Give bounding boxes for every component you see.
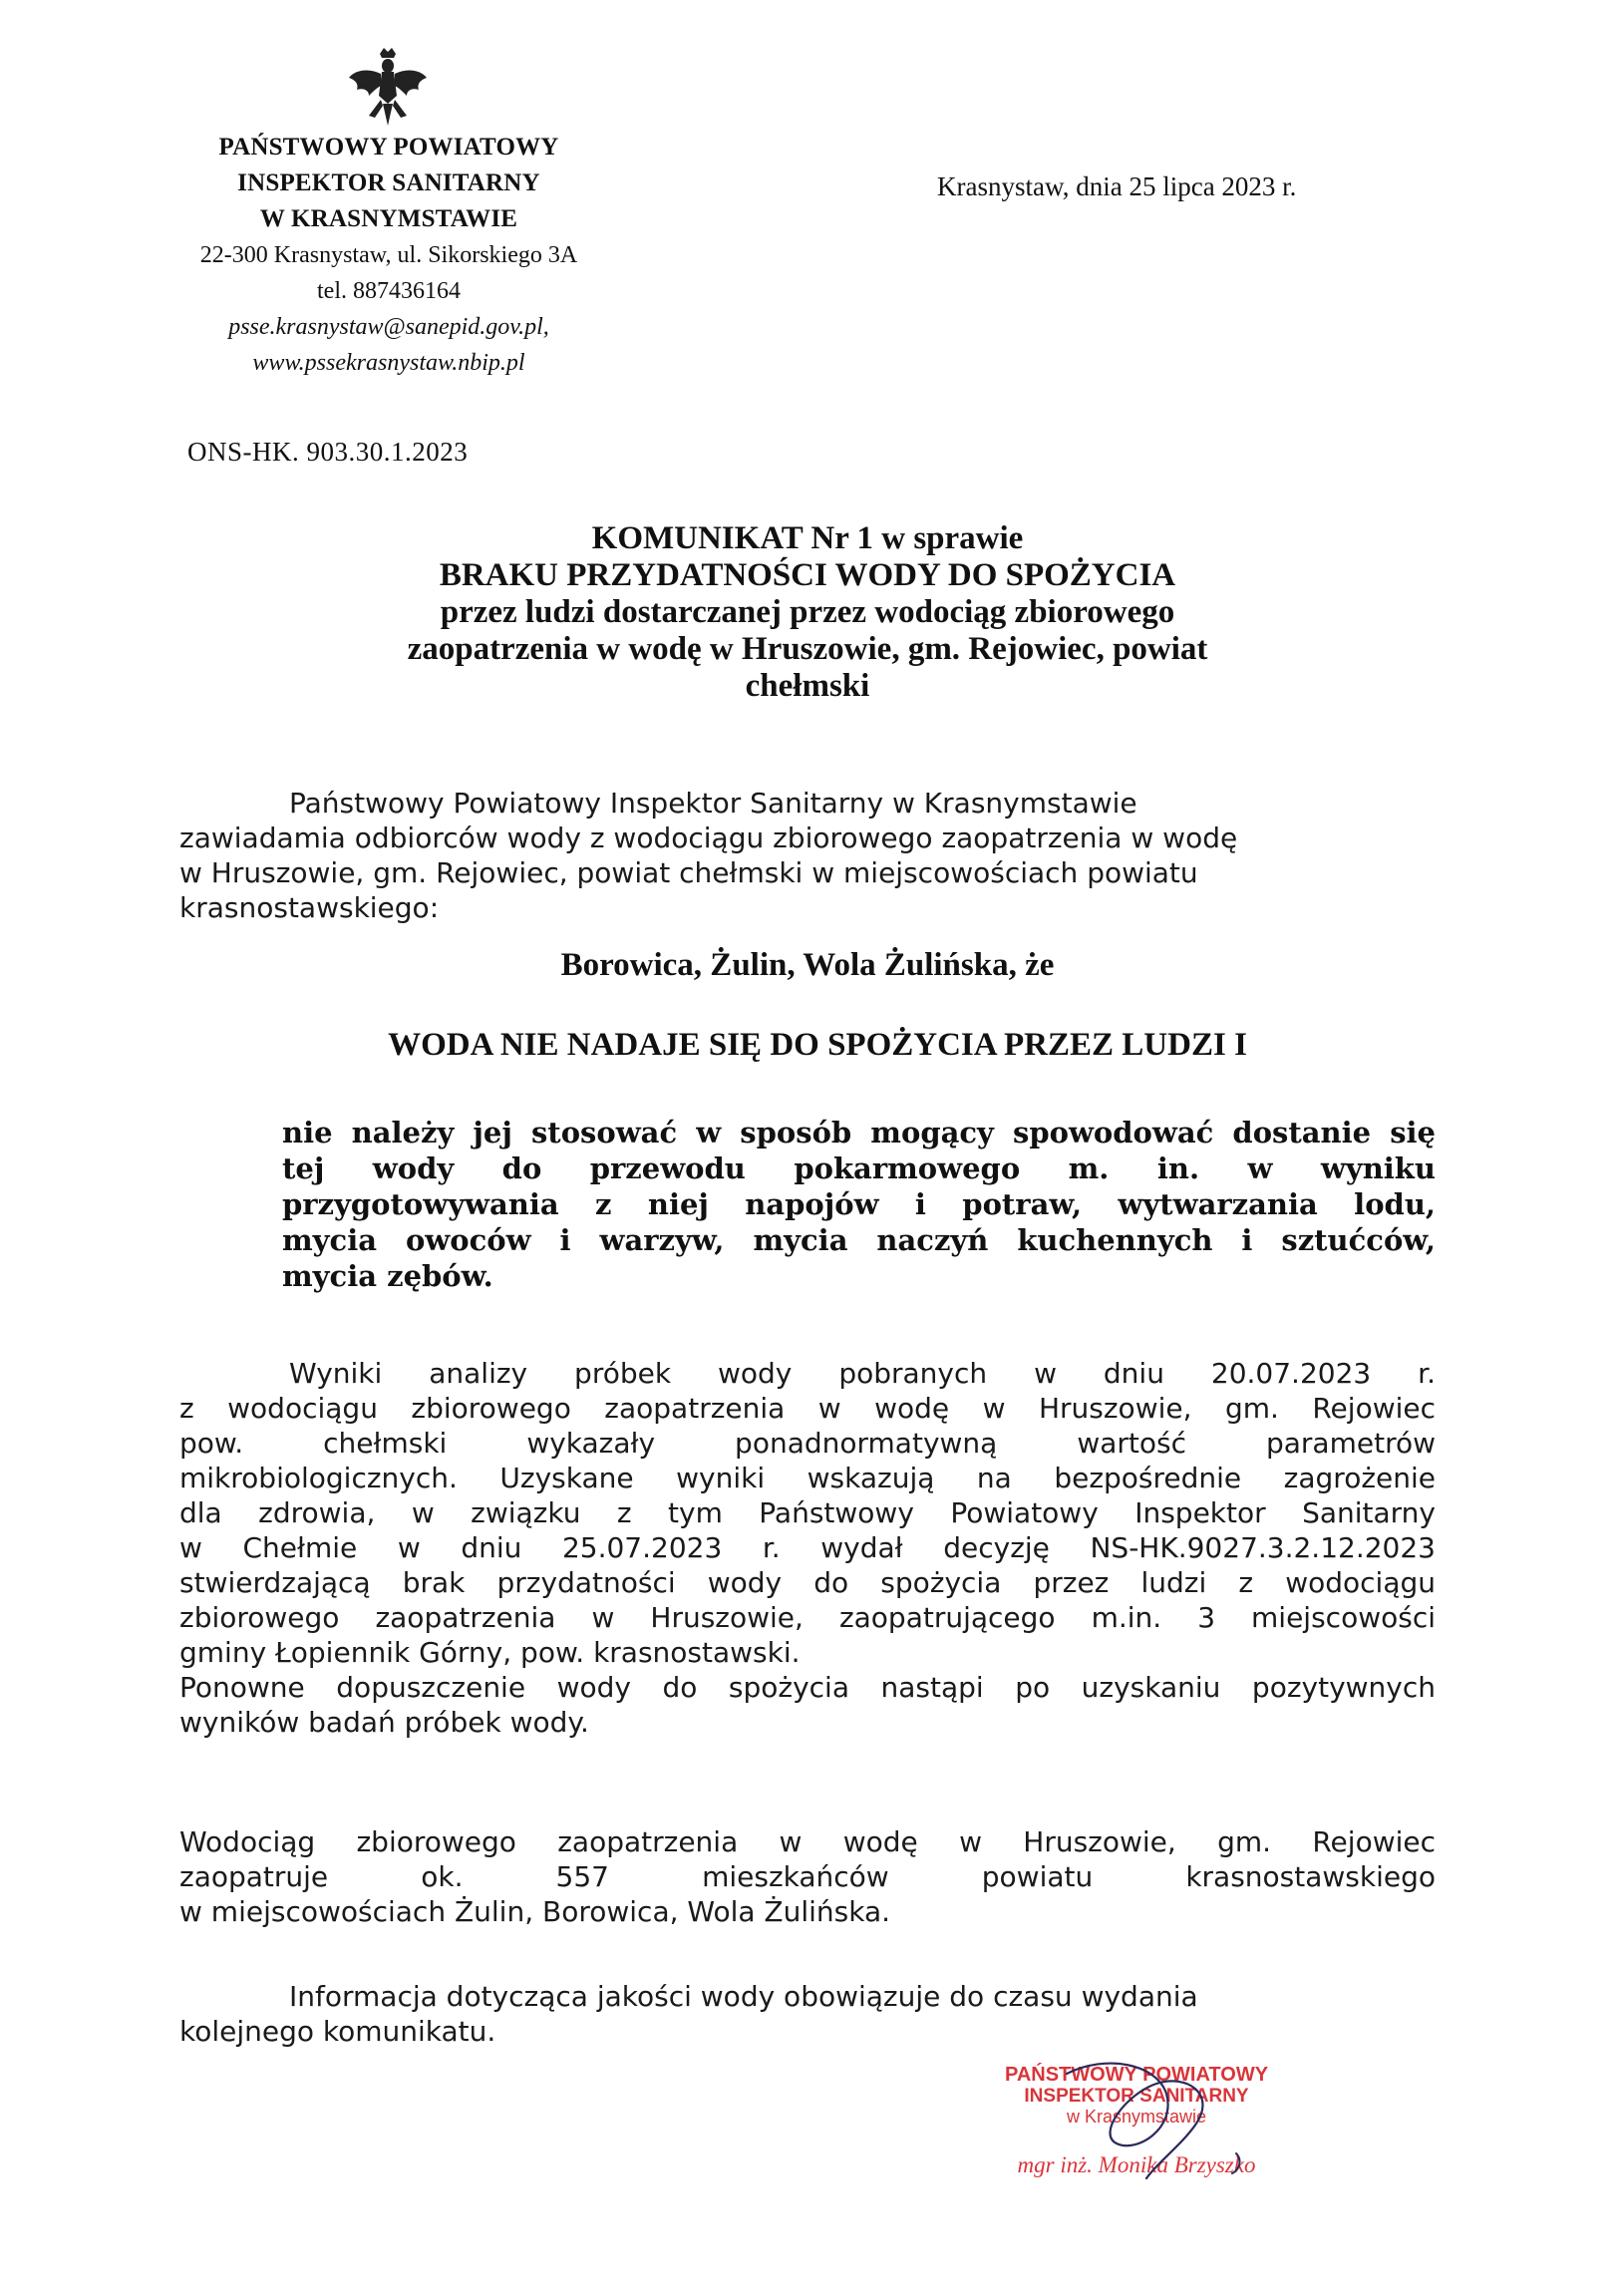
paragraph-line: gminy Łopiennik Górny, pow. krasnostawski. [179, 1636, 801, 1669]
paragraph-line: Państwowy Powiatowy Inspektor Sanitarny w Krasnymstawie [289, 787, 1137, 820]
org-address: 22-300 Krasnystaw, ul. Sikorskiego 3A [199, 242, 578, 268]
title-line: zaopatrzenia w wodę w Hruszowie, gm. Rejowiec, powiat [407, 631, 1208, 667]
paragraph-line: Ponowne dopuszczenie wody do spożycia nastąpi po uzyskaniu pozytywnych [179, 1671, 1436, 1704]
document-date: Krasnystaw, dnia 25 lipca 2023 r. [937, 171, 1297, 201]
paragraph-line: Informacja dotycząca jakości wody obowiązuje do czasu wydania [289, 1980, 1198, 2013]
paragraph-line: zaopatruje ok. 557 mieszkańców powiatu krasnostawskiego [179, 1860, 1436, 1893]
stamp-line: PAŃSTWOWY POWIATOWY [1004, 2064, 1269, 2086]
signatory-name: mgr inż. Monika Brzyszko [1017, 2152, 1256, 2177]
paragraph-line: wyników badań próbek wody. [179, 1706, 589, 1739]
reference-number: ONS-HK. 903.30.1.2023 [187, 437, 469, 467]
affected-towns: Borowica, Żulin, Wola Żulińska, że [560, 947, 1055, 983]
restriction-line: mycia zębów. [282, 1259, 493, 1293]
sender-block [130, 130, 648, 381]
document-title [0, 520, 1615, 705]
paragraph-line: Wyniki analizy próbek wody pobranych w dniu 20.07.2023 r. [289, 1357, 1436, 1390]
water-warning: WODA NIE NADAJE SIĘ DO SPOŻYCIA PRZEZ LUDZI I [388, 1027, 1247, 1063]
restriction-line: nie należy jej stosować w sposób mogący spowodować dostanie się [282, 1116, 1436, 1149]
eagle-emblem-icon [343, 44, 433, 134]
title-line: KOMUNIKAT Nr 1 w sprawie [591, 520, 1024, 556]
org-name-line: PAŃSTWOWY POWIATOWY [218, 134, 559, 161]
stamp-line: w Krasnymstawie [1066, 2107, 1207, 2127]
paragraph-line: stwierdzającą brak przydatności wody do spożycia przez ludzi z wodociągu [179, 1566, 1436, 1599]
paragraph-line: dla zdrowia, w związku z tym Państwowy Powiatowy Inspektor Sanitarny [179, 1496, 1436, 1529]
paragraph-line: pow. chełmski wykazały ponadnormatywną wartość parametrów [179, 1427, 1436, 1460]
restriction-line: przygotowywania z niej napojów i potraw, wytwarzania lodu, [282, 1187, 1436, 1221]
paragraph-line: mikrobiologicznych. Uzyskane wyniki wskazują na bezpośrednie zagrożenie [179, 1462, 1436, 1494]
paragraph-line: krasnostawskiego: [179, 891, 440, 924]
org-phone: tel. 887436164 [317, 278, 461, 304]
restriction-line: tej wody do przewodu pokarmowego m. in. w wyniku [282, 1151, 1436, 1185]
restriction-line: mycia owoców i warzyw, mycia naczyń kuchennych i sztućców, [282, 1223, 1436, 1257]
org-website: www.pssekrasnystaw.nbip.pl [252, 350, 525, 376]
supply-paragraph [179, 1824, 1436, 1929]
paragraph-line: zawiadamia odbiorców wody z wodociągu zbiorowego zaopatrzenia w wodę [179, 821, 1238, 854]
paragraph-line: w Chełmie w dniu 25.07.2023 r. wydał decyzję NS-HK.9027.3.2.12.2023 [179, 1531, 1436, 1564]
paragraph-line: kolejnego komunikatu. [179, 2015, 496, 2048]
paragraph-line: w Hruszowie, gm. Rejowiec, powiat chełmski w miejscowościach powiatu [179, 856, 1198, 889]
paragraph-line: w miejscowościach Żulin, Borowica, Wola Żulińska. [179, 1895, 891, 1928]
title-line: chełmski [745, 668, 870, 704]
title-line: przez ludzi dostarczanej przez wodociąg zbiorowego [440, 594, 1175, 630]
org-name-line: INSPEKTOR SANITARNY [237, 169, 540, 196]
paragraph-line: Wodociąg zbiorowego zaopatrzenia w wodę w Hruszowie, gm. Rejowiec [179, 1825, 1436, 1858]
paragraph-line: z wodociągu zbiorowego zaopatrzenia w wodę w Hruszowie, gm. Rejowiec [179, 1392, 1436, 1425]
paragraph-line: zbiorowego zaopatrzenia w Hruszowie, zaopatrującego m.in. 3 miejscowości [179, 1601, 1436, 1634]
stamp-line: INSPEKTOR SANITARNY [1024, 2086, 1249, 2107]
org-name-line: W KRASNYMSTAWIE [259, 205, 518, 232]
restrictions-block [282, 1115, 1436, 1294]
handwritten-signature-icon [1047, 2034, 1256, 2183]
title-line: BRAKU PRZYDATNOŚCI WODY DO SPOŻYCIA [439, 557, 1176, 593]
org-email: psse.krasnystaw@sanepid.gov.pl, [228, 314, 549, 340]
results-paragraph [179, 1356, 1436, 1740]
intro-paragraph [179, 786, 1436, 925]
